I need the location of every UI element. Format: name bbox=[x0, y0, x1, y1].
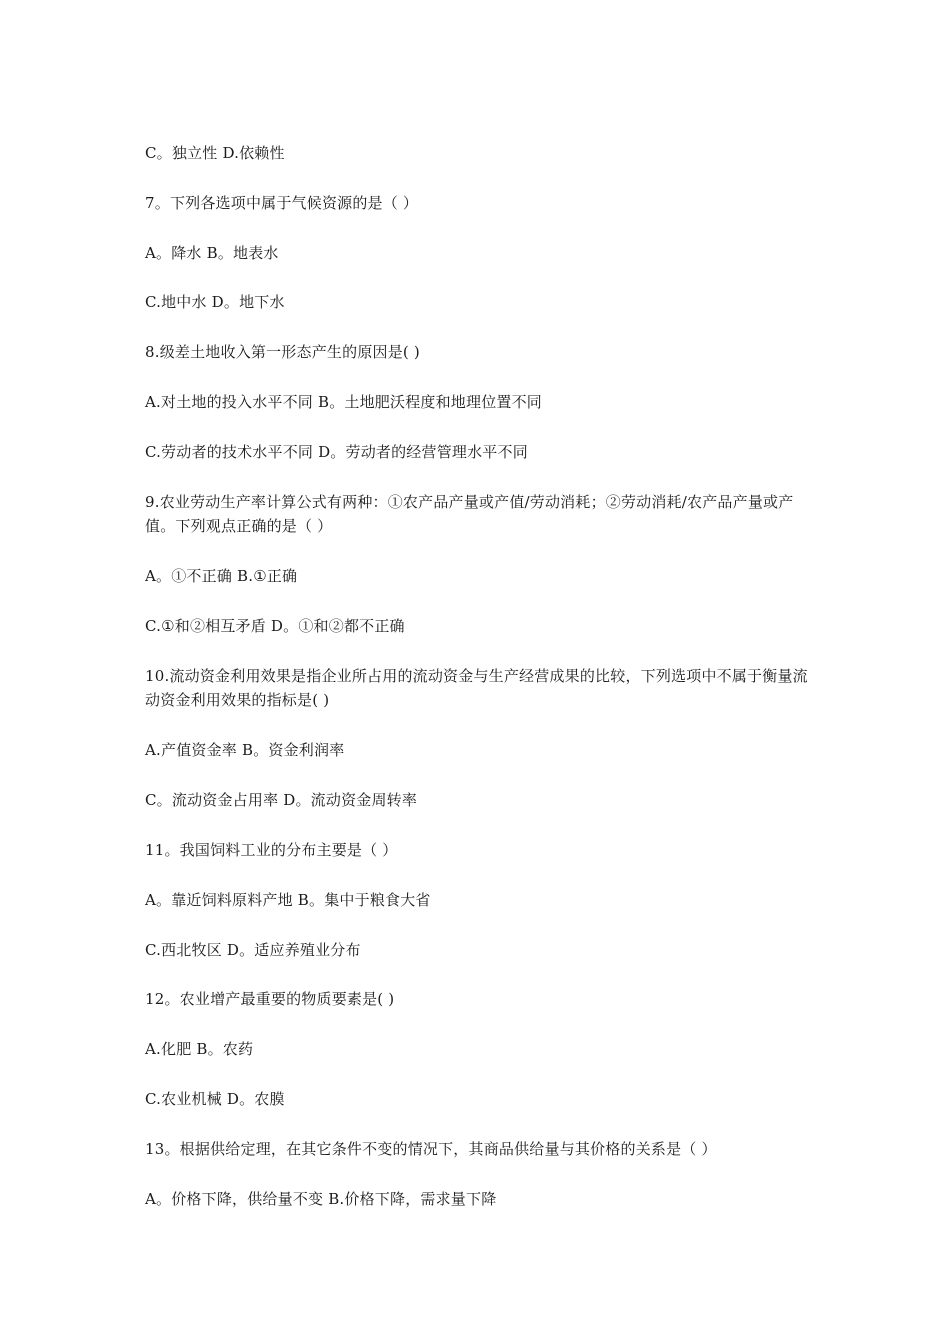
answer-options-q9-ab: A。①不正确 B.①正确 bbox=[145, 567, 298, 585]
question-13: 13。根据供给定理，在其它条件不变的情况下，其商品供给量与其价格的关系是（ ） bbox=[145, 1140, 717, 1158]
answer-options-q11-ab: A。靠近饲料原料产地 B。集中于粮食大省 bbox=[145, 891, 431, 909]
answer-options-q8-cd: C.劳动者的技术水平不同 D。劳动者的经营管理水平不同 bbox=[145, 443, 528, 461]
answer-options-q10-ab: A.产值资金率 B。资金利润率 bbox=[145, 741, 345, 759]
question-9: 9.农业劳动生产率计算公式有两种：①农产品产量或产值/劳动消耗；②劳动消耗/农产品产量或产值。下列观点正确的是（ ） bbox=[145, 493, 794, 535]
answer-options-q12-ab: A.化肥 B。农药 bbox=[145, 1040, 254, 1058]
answer-options-q6-cd: C。独立性 D.依赖性 bbox=[145, 144, 285, 162]
answer-options-q10-cd: C。流动资金占用率 D。流动资金周转率 bbox=[145, 791, 418, 809]
answer-options-q13-ab: A。价格下降，供给量不变 B.价格下降，需求量下降 bbox=[145, 1190, 497, 1208]
question-10: 10.流动资金利用效果是指企业所占用的流动资金与生产经营成果的比较，下列选项中不属于衡量流动资金利用效果的指标是( ) bbox=[145, 667, 808, 709]
question-8: 8.级差土地收入第一形态产生的原因是( ) bbox=[145, 343, 420, 361]
answer-options-q12-cd: C.农业机械 D。农膜 bbox=[145, 1090, 285, 1108]
question-11: 11。我国饲料工业的分布主要是（ ） bbox=[145, 841, 398, 859]
answer-options-q7-ab: A。降水 B。地表水 bbox=[145, 244, 279, 262]
question-12: 12。农业增产最重要的物质要素是( ) bbox=[145, 990, 395, 1008]
answer-options-q8-ab: A.对土地的投入水平不同 B。土地肥沃程度和地理位置不同 bbox=[145, 393, 542, 411]
answer-options-q9-cd: C.①和②相互矛盾 D。①和②都不正确 bbox=[145, 617, 405, 635]
answer-options-q7-cd: C.地中水 D。地下水 bbox=[145, 293, 285, 311]
answer-options-q11-cd: C.西北牧区 D。适应养殖业分布 bbox=[145, 941, 361, 959]
question-7: 7。下列各选项中属于气候资源的是（ ） bbox=[145, 194, 419, 212]
